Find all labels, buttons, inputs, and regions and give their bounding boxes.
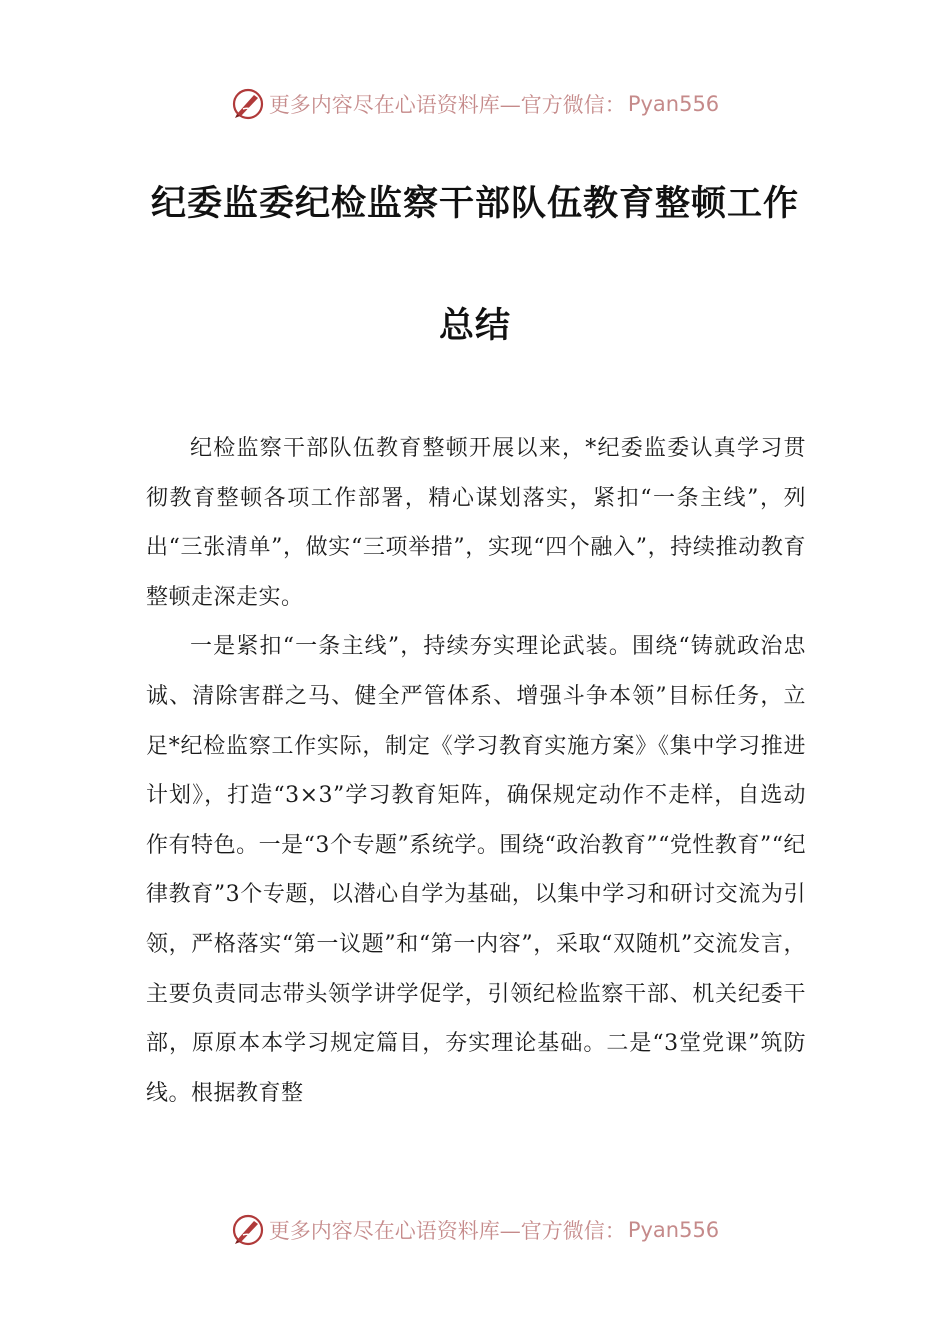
footer-banner bbox=[0, 1210, 950, 1250]
document-title-continued: 总结 bbox=[438, 306, 511, 346]
paragraph-main-line: 一是紧扣“一条主线”，持续夯实理论武装。围绕“铸就政治忠诚、清除害群之马、健全严管体系、增强斗争本领”目标任务，立足*纪检监察工作实际，制定《学习教育实施方案》《集中学习推进计划》，打造“3×3”学习教育矩阵，确保规定动作不走样，自选动作有特色。一是“3个专题”系统学。围绕“政治教育”“党性教育”“纪律教育”3个专题，以潜心自学为基础，以集中学习和研讨交流为引领，严格落实“第一议题”和“第一内容”，采取“双随机”交流发言，主要负责同志带头领学讲学促学，引领纪检监察干部、机关纪委干部，原原本本学习规定篇目，夯实理论基础。二是“3堂党课”筑防线。根据教育整 bbox=[146, 634, 806, 1106]
header-banner bbox=[0, 84, 950, 124]
banner-text: 更多内容尽在心语资料库—官方微信： bbox=[268, 1219, 626, 1243]
document-title: 纪委监委纪检监察干部队伍教育整顿工作 bbox=[150, 184, 799, 224]
paragraph-intro: 纪检监察干部队伍教育整顿开展以来，*纪委监委认真学习贯彻教育整顿各项工作部署，精心谋划落实，紧扣“一条主线”，列出“三张清单”，做实“三项举措”，实现“四个融入”，持续推动教育整顿走深走实。 bbox=[146, 436, 806, 610]
banner-wechat-id: Pyan556 bbox=[627, 92, 720, 116]
document-body bbox=[146, 424, 806, 1118]
pen-logo-icon bbox=[231, 87, 265, 121]
pen-logo-icon bbox=[231, 1213, 265, 1247]
banner-wechat-id: Pyan556 bbox=[627, 1218, 720, 1242]
banner-text: 更多内容尽在心语资料库—官方微信： bbox=[268, 93, 626, 117]
